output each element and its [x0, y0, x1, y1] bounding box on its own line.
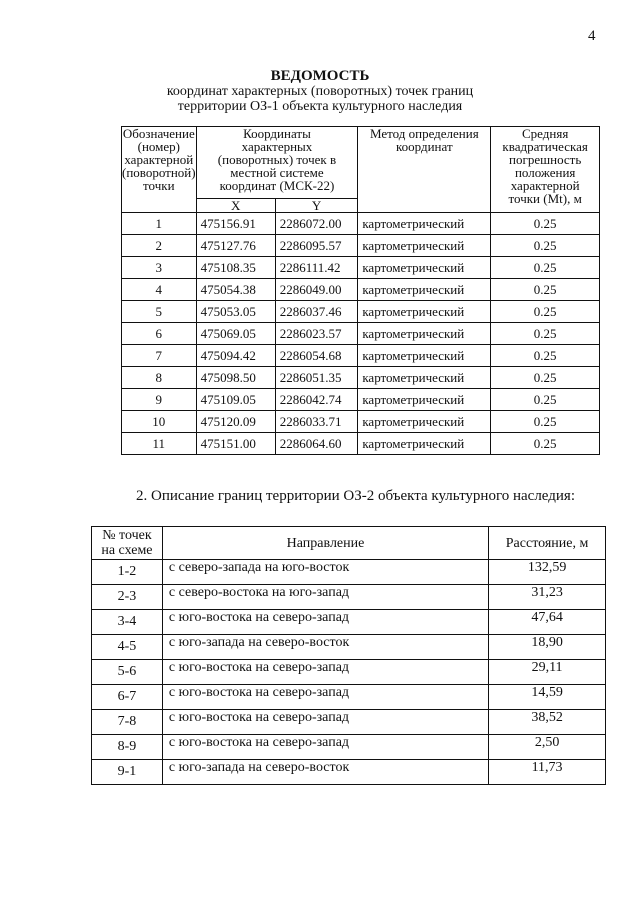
- table-row: [122, 411, 600, 433]
- segment-number: 4-5: [92, 635, 163, 660]
- table-row: [122, 345, 600, 367]
- point-number: 1: [122, 213, 197, 235]
- direction: с юго-востока на северо-запад: [162, 710, 488, 735]
- method: картометрический: [358, 301, 491, 323]
- error-value: 0.25: [491, 345, 600, 367]
- method: картометрический: [358, 235, 491, 257]
- table-row: [92, 735, 606, 760]
- table-row: [122, 301, 600, 323]
- segment-number: 1-2: [92, 560, 163, 585]
- method: картометрический: [358, 411, 491, 433]
- coord-y: 2286051.35: [275, 367, 358, 389]
- coord-y: 2286042.74: [275, 389, 358, 411]
- method: картометрический: [358, 257, 491, 279]
- segment-number: 9-1: [92, 760, 163, 785]
- coord-y: 2286095.57: [275, 235, 358, 257]
- direction: с юго-запада на северо-восток: [162, 635, 488, 660]
- point-number: 2: [122, 235, 197, 257]
- point-number: 3: [122, 257, 197, 279]
- table-row: [122, 389, 600, 411]
- error-value: 0.25: [491, 279, 600, 301]
- distance: 38,52: [489, 710, 606, 735]
- method: картометрический: [358, 279, 491, 301]
- table-row: [122, 433, 600, 455]
- section-2-title: 2. Описание границ территории ОЗ-2 объекта культурного наследия:: [136, 488, 575, 504]
- coord-y: 2286037.46: [275, 301, 358, 323]
- table-row: [92, 560, 606, 585]
- distance: 31,23: [489, 585, 606, 610]
- method: картометрический: [358, 345, 491, 367]
- point-number: 5: [122, 301, 197, 323]
- header-direction: Направление: [162, 527, 488, 560]
- header-point-number: Обозначение (номер) характерной (поворотной) точки: [122, 127, 197, 213]
- header-x: X: [196, 199, 275, 213]
- header-error: Средняя квадратическая погрешность положения характерной точки (Mt), м: [491, 127, 600, 213]
- error-value: 0.25: [491, 323, 600, 345]
- direction: с юго-востока на северо-запад: [162, 610, 488, 635]
- coord-x: 475054.38: [196, 279, 275, 301]
- table-row: [92, 710, 606, 735]
- coord-y: 2286111.42: [275, 257, 358, 279]
- point-number: 11: [122, 433, 197, 455]
- direction: с северо-запада на юго-восток: [162, 560, 488, 585]
- segment-number: 3-4: [92, 610, 163, 635]
- coord-x: 475127.76: [196, 235, 275, 257]
- table-row: [122, 279, 600, 301]
- error-value: 0.25: [491, 301, 600, 323]
- point-number: 7: [122, 345, 197, 367]
- header-method: Метод определения координат: [358, 127, 491, 213]
- method: картометрический: [358, 433, 491, 455]
- point-number: 10: [122, 411, 197, 433]
- error-value: 0.25: [491, 389, 600, 411]
- direction: с юго-востока на северо-запад: [162, 735, 488, 760]
- coord-x: 475120.09: [196, 411, 275, 433]
- header-y: Y: [275, 199, 358, 213]
- header-distance: Расстояние, м: [489, 527, 606, 560]
- table-row: [122, 323, 600, 345]
- coord-x: 475094.42: [196, 345, 275, 367]
- table-row: [122, 235, 600, 257]
- distance: 18,90: [489, 635, 606, 660]
- direction: с юго-востока на северо-запад: [162, 685, 488, 710]
- table-row: [92, 635, 606, 660]
- table-row: [92, 685, 606, 710]
- document-title: ВЕДОМОСТЬ: [270, 68, 370, 84]
- coord-x: 475151.00: [196, 433, 275, 455]
- error-value: 0.25: [491, 235, 600, 257]
- table-row: [92, 660, 606, 685]
- segment-number: 8-9: [92, 735, 163, 760]
- coord-y: 2286054.68: [275, 345, 358, 367]
- coord-y: 2286023.57: [275, 323, 358, 345]
- table-row: [92, 585, 606, 610]
- page-number: 4: [588, 28, 596, 44]
- segment-number: 6-7: [92, 685, 163, 710]
- error-value: 0.25: [491, 367, 600, 389]
- direction: с юго-запада на северо-восток: [162, 760, 488, 785]
- method: картометрический: [358, 389, 491, 411]
- error-value: 0.25: [491, 411, 600, 433]
- error-value: 0.25: [491, 433, 600, 455]
- coord-x: 475156.91: [196, 213, 275, 235]
- table-row: [92, 760, 606, 785]
- method: картометрический: [358, 367, 491, 389]
- table-row: [122, 257, 600, 279]
- point-number: 9: [122, 389, 197, 411]
- header-points-on-scheme: № точек на схеме: [92, 527, 163, 560]
- segment-number: 5-6: [92, 660, 163, 685]
- coord-x: 475069.05: [196, 323, 275, 345]
- coord-y: 2286064.60: [275, 433, 358, 455]
- header-coordinates: Координаты характерных (поворотных) точек в местной системе координат (МСК-22): [196, 127, 358, 199]
- coord-x: 475108.35: [196, 257, 275, 279]
- distance: 47,64: [489, 610, 606, 635]
- point-number: 8: [122, 367, 197, 389]
- error-value: 0.25: [491, 213, 600, 235]
- document-subtitle-line-2: территории ОЗ-1 объекта культурного наследия: [177, 99, 463, 114]
- error-value: 0.25: [491, 257, 600, 279]
- point-number: 4: [122, 279, 197, 301]
- point-number: 6: [122, 323, 197, 345]
- coord-y: 2286072.00: [275, 213, 358, 235]
- distance: 11,73: [489, 760, 606, 785]
- document-subtitle-line-1: координат характерных (поворотных) точек границ: [166, 84, 474, 99]
- distance: 2,50: [489, 735, 606, 760]
- segment-number: 2-3: [92, 585, 163, 610]
- coord-x: 475053.05: [196, 301, 275, 323]
- table-row: [122, 367, 600, 389]
- distance: 14,59: [489, 685, 606, 710]
- method: картометрический: [358, 213, 491, 235]
- table-row: [122, 213, 600, 235]
- distance: 132,59: [489, 560, 606, 585]
- direction: с юго-востока на северо-запад: [162, 660, 488, 685]
- coord-y: 2286033.71: [275, 411, 358, 433]
- coordinates-table: [121, 126, 600, 455]
- method: картометрический: [358, 323, 491, 345]
- table-row: [92, 610, 606, 635]
- direction: с северо-востока на юго-запад: [162, 585, 488, 610]
- distance: 29,11: [489, 660, 606, 685]
- coord-x: 475098.50: [196, 367, 275, 389]
- coord-x: 475109.05: [196, 389, 275, 411]
- coord-y: 2286049.00: [275, 279, 358, 301]
- segment-number: 7-8: [92, 710, 163, 735]
- boundary-description-table: [91, 526, 606, 785]
